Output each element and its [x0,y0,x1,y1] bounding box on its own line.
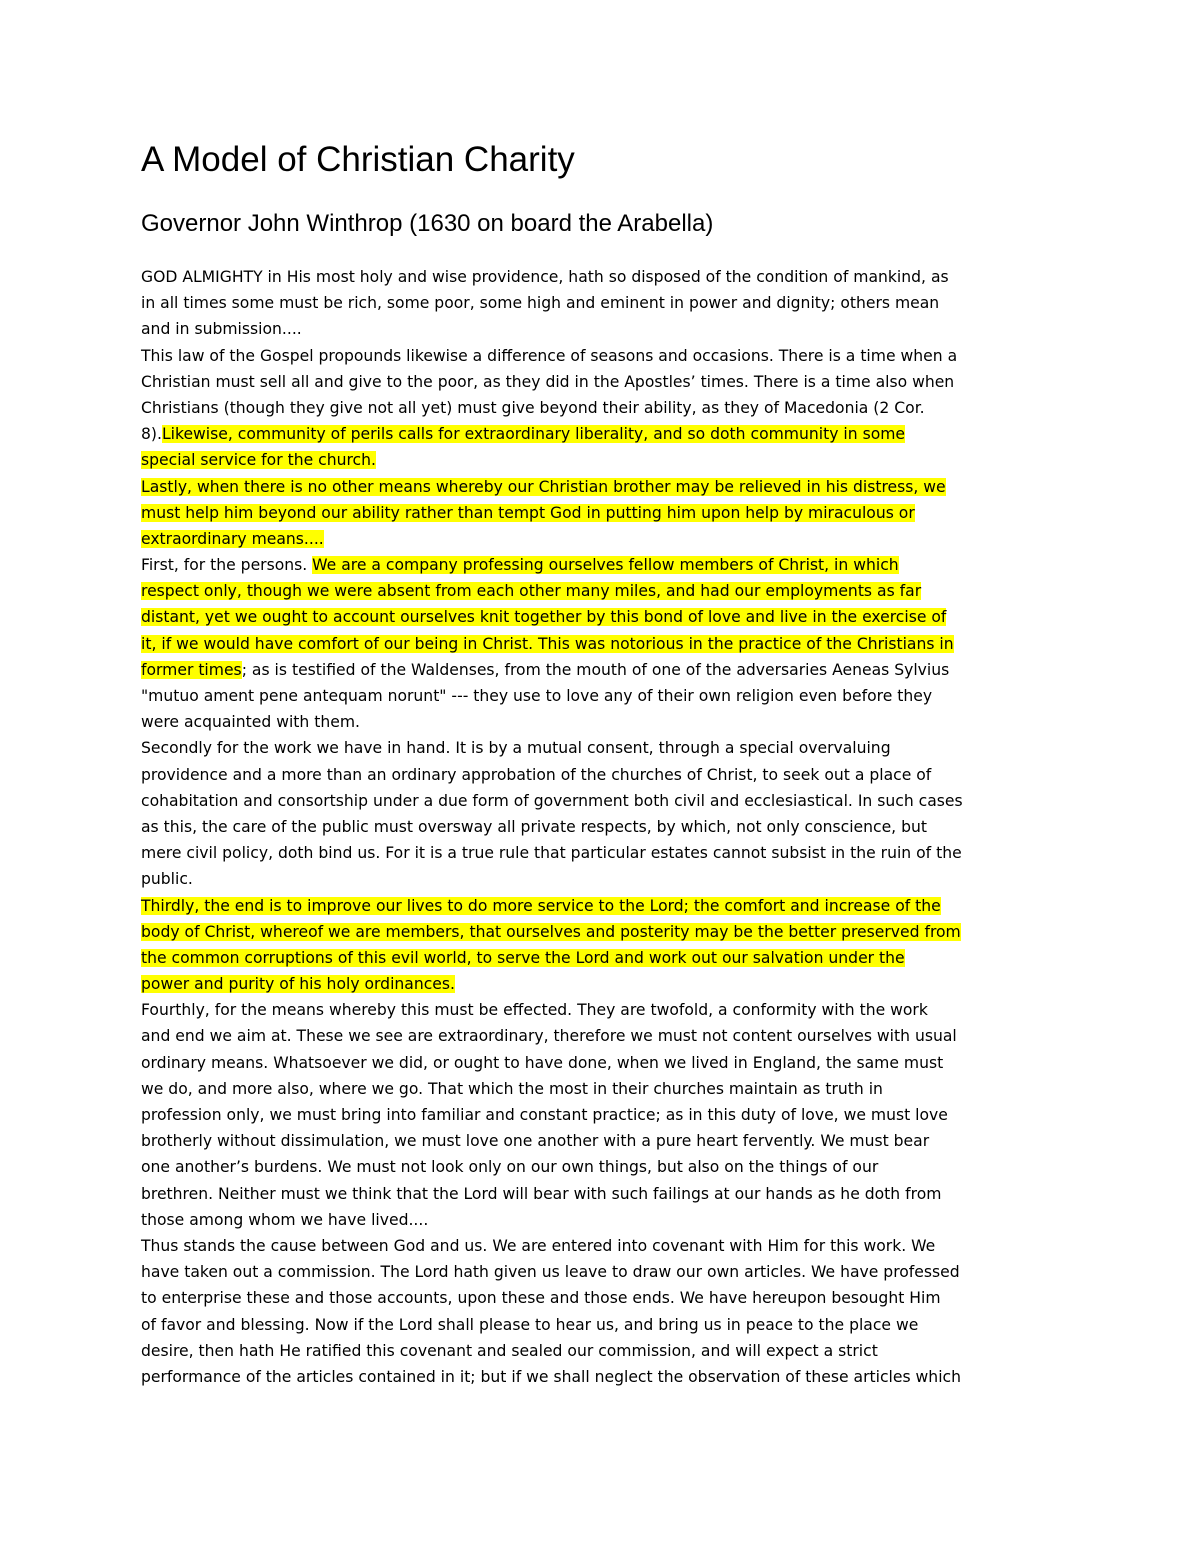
text-line [141,578,1071,604]
text-line [141,526,1071,552]
text-line [141,1154,1071,1180]
highlighted-text: respect only, though we were absent from each other many miles, and had our employments as far [141,582,922,601]
text-line [141,657,1071,683]
text-segment: brethren. Neither must we think that the Lord will bear with such failings at our hands as he doth from [141,1184,942,1203]
text-line [141,316,1071,342]
text-line [141,735,1071,761]
highlighted-text: Thirdly, the end is to improve our lives to do more service to the Lord; the comfort and increase of the [141,896,941,915]
text-line [141,1259,1071,1285]
text-segment: we do, and more also, where we go. That which the most in their churches maintain as truth in [141,1079,883,1098]
text-segment: "mutuo ament pene antequam norunt" --- they use to love any of their own religion even before they [141,687,933,705]
highlighted-text: must help him beyond our ability rather than tempt God in putting him upon help by miraculous or [141,503,915,522]
document-body [141,264,1071,1390]
text-segment: cohabitation and consortship under a due form of government both civil and ecclesiastical. In such cases [141,791,963,810]
text-line [141,762,1071,788]
text-segment: Christians (though they give not all yet) must give beyond their ability, as they of Macedonia (2 Cor. [141,398,925,417]
text-segment: in all times some must be rich, some poor, some high and eminent in power and dignity; others mean [141,294,940,313]
highlighted-text: special service for the church. [141,451,376,470]
text-segment: providence and a more than an ordinary approbation of the churches of Christ, to seek out a place of [141,765,932,784]
text-line [141,1023,1071,1049]
text-line [141,814,1071,840]
text-line [141,1207,1071,1233]
highlighted-text: extraordinary means.... [141,529,324,548]
highlighted-text: Lastly, when there is no other means whereby our Christian brother may be relieved in his distress, we [141,477,946,496]
highlighted-text: the common corruptions of this evil world, to serve the Lord and work out our salvation under the [141,948,905,967]
text-line [141,552,1071,578]
text-line [141,631,1071,657]
text-segment: Secondly for the work we have in hand. It is by a mutual consent, through a special overvaluing [141,739,891,758]
text-line [141,893,1071,919]
text-segment: were acquainted with them. [141,713,360,732]
text-line [141,1338,1071,1364]
text-line [141,1233,1071,1259]
text-line [141,1050,1071,1076]
text-line [141,1076,1071,1102]
text-line [141,997,1071,1023]
text-line [141,1102,1071,1128]
text-line [141,264,1071,290]
document-subtitle: Governor John Winthrop (1630 on board the Arabella) [141,210,714,237]
text-line [141,945,1071,971]
text-segment: those among whom we have lived.... [141,1210,429,1229]
text-line [141,604,1071,630]
text-segment: public. [141,870,193,889]
text-segment: profession only, we must bring into familiar and constant practice; as in this duty of love, we must love [141,1106,948,1124]
highlighted-text: former times [141,660,242,679]
highlighted-text: Likewise, community of perils calls for extraordinary liberality, and so doth community in some [161,425,906,444]
text-line [141,919,1071,945]
highlighted-text: it, if we would have comfort of our being in Christ. This was notorious in the practice of the Christians in [141,634,954,653]
highlighted-text: body of Christ, whereof we are members, that ourselves and posterity may be the better preserved from [141,922,961,941]
text-line [141,500,1071,526]
text-segment: have taken out a commission. The Lord hath given us leave to draw our own articles. We have professed [141,1263,960,1282]
text-line [141,866,1071,892]
document-title: A Model of Christian Charity [141,140,575,179]
text-line [141,369,1071,395]
highlighted-text: power and purity of his holy ordinances. [141,975,455,994]
text-line [141,474,1071,500]
text-segment: and end we aim at. These we see are extraordinary, therefore we must not content ourselves with usual [141,1027,957,1046]
text-line [141,1128,1071,1154]
text-line [141,290,1071,316]
text-line [141,395,1071,421]
text-segment: ordinary means. Whatsoever we did, or ought to have done, when we lived in England, the same must [141,1053,944,1072]
text-segment: 8). [141,425,162,444]
text-segment: brotherly without dissimulation, we must love one another with a pure heart fervently. We must bear [141,1132,930,1151]
text-line [141,1364,1071,1390]
text-line [141,1181,1071,1207]
text-line [141,788,1071,814]
text-segment: GOD ALMIGHTY in His most holy and wise providence, hath so disposed of the condition of mankind, as [141,268,949,286]
text-line [141,343,1071,369]
text-segment: as this, the care of the public must oversway all private respects, by which, not only conscience, but [141,817,927,836]
text-segment: desire, then hath He ratified this covenant and sealed our commission, and will expect a strict [141,1341,878,1360]
text-segment: Fourthly, for the means whereby this must be effected. They are twofold, a conformity with the work [141,1001,928,1020]
text-line [141,1312,1071,1338]
text-line [141,421,1071,447]
highlighted-text: We are a company professing ourselves fellow members of Christ, in which [312,556,899,575]
text-segment: performance of the articles contained in it; but if we shall neglect the observation of these articles which [141,1367,961,1386]
text-line [141,709,1071,735]
text-line [141,683,1071,709]
text-segment: ; as is testified of the Waldenses, from the mouth of one of the adversaries Aeneas Sylvius [241,660,950,679]
text-line [141,971,1071,997]
text-segment: to enterprise these and those accounts, upon these and those ends. We have hereupon besought Him [141,1289,941,1308]
text-line [141,447,1071,473]
text-segment: Christian must sell all and give to the poor, as they did in the Apostles’ times. There is a time also when [141,372,955,391]
text-segment: and in submission.... [141,320,302,339]
text-segment: mere civil policy, doth bind us. For it is a true rule that particular estates cannot subsist in the ruin of the [141,844,962,863]
text-segment: of favor and blessing. Now if the Lord shall please to hear us, and bring us in peace to the place we [141,1315,919,1334]
text-segment: one another’s burdens. We must not look only on our own things, but also on the things of our [141,1158,879,1177]
text-line [141,840,1071,866]
text-segment: Thus stands the cause between God and us. We are entered into covenant with Him for this work. We [141,1236,936,1255]
text-segment: First, for the persons. [141,556,313,575]
text-line [141,1285,1071,1311]
text-segment: This law of the Gospel propounds likewise a difference of seasons and occasions. There is a time when a [141,346,958,365]
highlighted-text: distant, yet we ought to account ourselves knit together by this bond of love and live in the exercise of [141,608,947,627]
